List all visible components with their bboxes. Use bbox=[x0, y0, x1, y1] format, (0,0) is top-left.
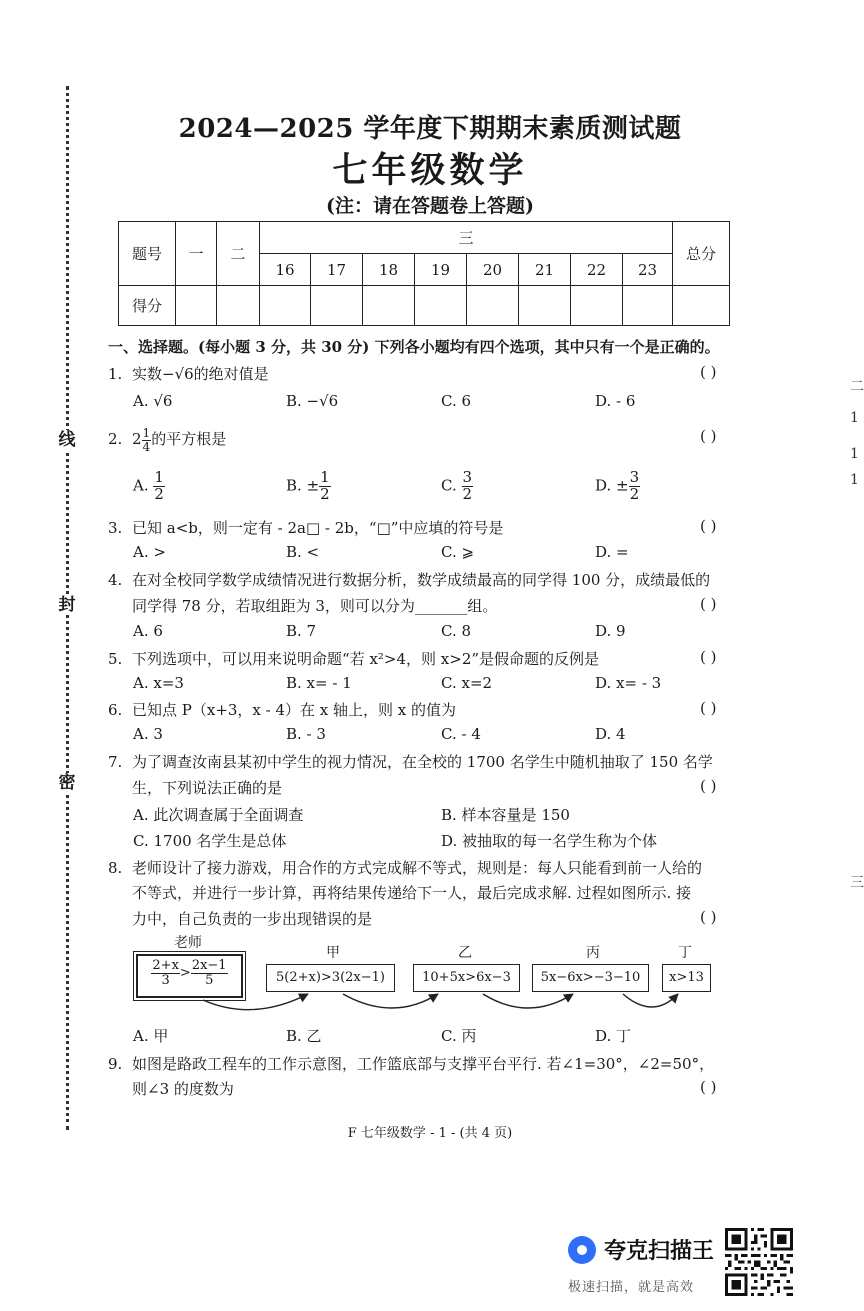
question-1 bbox=[108, 363, 269, 384]
inequality-sign: > bbox=[179, 965, 191, 981]
section-1-title: 一、选择题。(每小题 3 分，共 30 分) 下列各小题均有四个选项，其中只有一个是正确的。 bbox=[108, 338, 720, 356]
question-number: 3. bbox=[108, 519, 123, 537]
question-7 bbox=[108, 751, 713, 772]
relay-label-teacher: 老师 bbox=[174, 935, 202, 951]
option-fraction bbox=[629, 470, 641, 503]
score-cell bbox=[519, 286, 571, 326]
question-9-line-2: 则∠3 的度数为 bbox=[132, 1080, 234, 1098]
relay-label-yi: 乙 bbox=[458, 945, 472, 961]
question-2 bbox=[108, 427, 226, 453]
question-5 bbox=[108, 648, 599, 669]
question-text: 老师设计了接力游戏，用合作的方式完成解不等式，规则是：每人只能看到前一人给的 bbox=[132, 859, 703, 877]
question-4 bbox=[108, 569, 710, 590]
option-d bbox=[595, 470, 640, 503]
fraction-numerator: 3 bbox=[462, 468, 473, 486]
score-cell bbox=[415, 286, 467, 326]
subject-title: 七年级数学 bbox=[332, 150, 528, 191]
option-a: A. 此次调查属于全面调查 bbox=[133, 806, 304, 824]
score-table bbox=[118, 221, 730, 326]
fraction-numerator: 1 bbox=[142, 426, 151, 440]
option-a bbox=[133, 470, 165, 503]
relay-label-bing: 丙 bbox=[586, 945, 600, 961]
option-d: D. = bbox=[595, 543, 629, 561]
question-number: 4. bbox=[108, 571, 123, 589]
option-d: D. 丁 bbox=[595, 1027, 632, 1045]
mixed-number-fraction bbox=[142, 427, 152, 453]
option-b: B. −√6 bbox=[286, 392, 339, 410]
relay-box-bing: 5x−6x>−3−10 bbox=[532, 964, 649, 992]
score-q-number: 16 bbox=[260, 254, 311, 286]
option-fraction bbox=[319, 470, 331, 503]
score-cell bbox=[217, 286, 260, 326]
score-q-number: 19 bbox=[415, 254, 467, 286]
question-6 bbox=[108, 699, 456, 720]
binding-mark-line: 线 bbox=[58, 430, 76, 450]
option-label: D. bbox=[595, 476, 612, 495]
option-c: C. x=2 bbox=[441, 674, 493, 692]
option-d: D. 9 bbox=[595, 622, 626, 640]
answer-parentheses: ( ) bbox=[700, 648, 717, 666]
edge-char: 三 bbox=[850, 875, 864, 891]
question-4-line-2: 同学得 78 分，若取组距为 3，则可以分为_______组。 bbox=[132, 597, 498, 615]
question-text: 下列选项中，可以用来说明命题“若 x²>4，则 x>2”是假命题的反例是 bbox=[132, 650, 600, 668]
question-text: 如图是路政工程车的工作示意图，工作篮底部与支撑平台平行. 若∠1=30°，∠2=50°， bbox=[132, 1055, 715, 1073]
answer-parentheses: ( ) bbox=[700, 908, 717, 926]
question-text: 已知点 P（x+3，x - 4）在 x 轴上，则 x 的值为 bbox=[132, 701, 457, 719]
question-7-line-2: 生，下列说法正确的是 bbox=[132, 779, 283, 797]
fraction-denominator: 2 bbox=[462, 484, 473, 503]
option-c: C. 丙 bbox=[441, 1027, 477, 1045]
option-a: A. 甲 bbox=[133, 1027, 169, 1045]
option-b: B. 乙 bbox=[286, 1027, 322, 1045]
option-a: A. x=3 bbox=[133, 674, 184, 692]
score-cell bbox=[311, 286, 363, 326]
option-c: C. 1700 名学生是总体 bbox=[133, 832, 287, 850]
score-row-label: 得分 bbox=[119, 286, 176, 326]
question-9 bbox=[108, 1053, 714, 1074]
question-number: 9. bbox=[108, 1055, 123, 1073]
option-b bbox=[286, 470, 331, 503]
relay-box-yi: 10+5x>6x−3 bbox=[413, 964, 520, 992]
quark-logo-icon bbox=[568, 1236, 596, 1264]
relay-box-jia: 5(2+x)>3(2x−1) bbox=[266, 964, 395, 992]
option-label: C. bbox=[441, 476, 457, 495]
question-text: 已知 a<b，则一定有 - 2a□ - 2b，“□”中应填的符号是 bbox=[132, 519, 504, 537]
option-b: B. - 3 bbox=[286, 725, 326, 743]
question-text: 为了调查汝南县某初中学生的视力情况，在全校的 1700 名学生中随机抽取了 150 名学 bbox=[132, 753, 713, 771]
edge-char: 二 bbox=[850, 379, 864, 395]
option-d: D. x= - 3 bbox=[595, 674, 662, 692]
score-cell bbox=[673, 286, 730, 326]
question-number: 2. bbox=[108, 430, 123, 449]
option-d: D. 4 bbox=[595, 725, 626, 743]
fraction-denominator: 3 bbox=[161, 972, 170, 988]
fraction-denominator: 2 bbox=[154, 484, 164, 503]
relay-box-ding: x>13 bbox=[662, 964, 711, 992]
question-number: 6. bbox=[108, 701, 123, 719]
fraction-denominator: 5 bbox=[205, 972, 214, 988]
question-text: 在对全校同学数学成绩情况进行数据分析，数学成绩最高的同学得 100 分，成绩最低的 bbox=[132, 571, 711, 589]
option-b: B. 7 bbox=[286, 622, 317, 640]
fraction-denominator: 4 bbox=[142, 439, 151, 454]
exam-title: 2024—2025 学年度下期期末素质测试题 bbox=[178, 114, 682, 144]
answer-parentheses: ( ) bbox=[700, 427, 717, 445]
edge-char: 1 bbox=[850, 446, 859, 462]
question-number: 7. bbox=[108, 753, 123, 771]
question-number: 5. bbox=[108, 650, 123, 668]
question-number: 8. bbox=[108, 859, 123, 877]
question-8-line-3: 力中，自己负责的一步出现错误的是 bbox=[132, 910, 373, 928]
option-c: C. ⩾ bbox=[441, 543, 475, 561]
edge-char: 1 bbox=[850, 472, 859, 488]
relay-label-ding: 丁 bbox=[678, 945, 692, 961]
option-b: B. < bbox=[286, 543, 320, 561]
option-a: A. √6 bbox=[133, 392, 173, 410]
score-section-1: 一 bbox=[176, 222, 217, 286]
option-b: B. x= - 1 bbox=[286, 674, 352, 692]
relay-label-jia: 甲 bbox=[326, 945, 340, 961]
mixed-number-whole: 2 bbox=[132, 430, 142, 449]
question-3 bbox=[108, 517, 503, 538]
answer-parentheses: ( ) bbox=[700, 777, 717, 795]
fraction-numerator: 1 bbox=[320, 468, 330, 486]
fraction-numerator: 2x−1 bbox=[191, 958, 227, 973]
option-fraction bbox=[153, 470, 165, 503]
relay-diagram bbox=[133, 932, 733, 1022]
question-text: 实数−√6的绝对值是 bbox=[132, 365, 269, 383]
fraction-numerator: 3 bbox=[629, 468, 640, 486]
option-c: C. 8 bbox=[441, 622, 472, 640]
binding-mark-seal: 封 bbox=[58, 595, 76, 615]
answer-parentheses: ( ) bbox=[700, 699, 717, 717]
question-8-line-2: 不等式，并进行一步计算，再将结果传递给下一人，最后完成求解. 过程如图所示. 接 bbox=[132, 884, 692, 902]
option-fraction bbox=[462, 470, 474, 503]
page-footer: F 七年级数学 - 1 - (共 4 页) bbox=[347, 1126, 513, 1141]
option-c bbox=[441, 470, 473, 503]
answer-parentheses: ( ) bbox=[700, 1078, 717, 1096]
exam-note: (注：请在答题卷上答题) bbox=[326, 195, 534, 217]
option-c: C. - 4 bbox=[441, 725, 481, 743]
score-total: 总分 bbox=[673, 222, 730, 286]
relay-arrows bbox=[133, 932, 733, 1022]
option-b: B. 样本容量是 150 bbox=[441, 806, 570, 824]
score-q-number: 21 bbox=[519, 254, 571, 286]
option-d: D. - 6 bbox=[595, 392, 636, 410]
score-cell bbox=[260, 286, 311, 326]
binding-mark-secret: 密 bbox=[58, 773, 76, 793]
score-cell bbox=[176, 286, 217, 326]
score-q-number: 23 bbox=[623, 254, 673, 286]
option-prefix: ± bbox=[616, 476, 629, 495]
score-section-2: 二 bbox=[217, 222, 260, 286]
score-q-number: 18 bbox=[363, 254, 415, 286]
fraction-numerator: 1 bbox=[154, 468, 164, 486]
option-a: A. 6 bbox=[133, 622, 163, 640]
answer-parentheses: ( ) bbox=[700, 595, 717, 613]
question-8 bbox=[108, 857, 702, 878]
option-label: A. bbox=[133, 476, 149, 495]
fraction-denominator: 2 bbox=[629, 484, 640, 503]
option-a: A. > bbox=[133, 543, 166, 561]
option-prefix: ± bbox=[306, 476, 320, 495]
score-q-number: 22 bbox=[571, 254, 623, 286]
qr-code-icon bbox=[725, 1228, 793, 1296]
answer-parentheses: ( ) bbox=[700, 363, 717, 381]
score-q-number: 17 bbox=[311, 254, 363, 286]
score-cell bbox=[363, 286, 415, 326]
score-cell bbox=[467, 286, 519, 326]
question-text: 的平方根是 bbox=[151, 430, 227, 449]
question-number: 1. bbox=[108, 365, 123, 383]
option-label: B. bbox=[286, 476, 302, 495]
score-q-number: 20 bbox=[467, 254, 519, 286]
brand-slogan: 极速扫描，就是高效 bbox=[568, 1280, 695, 1295]
edge-char: 1 bbox=[850, 410, 859, 426]
option-c: C. 6 bbox=[441, 392, 472, 410]
answer-parentheses: ( ) bbox=[700, 517, 717, 535]
score-table-header: 题号 bbox=[119, 222, 176, 286]
score-cell bbox=[571, 286, 623, 326]
option-a: A. 3 bbox=[133, 725, 163, 743]
score-cell bbox=[623, 286, 673, 326]
fraction-numerator: 2+x bbox=[152, 958, 179, 973]
brand-name: 夸克扫描王 bbox=[604, 1239, 715, 1264]
score-section-3: 三 bbox=[260, 222, 673, 254]
option-d: D. 被抽取的每一名学生称为个体 bbox=[441, 832, 658, 850]
fraction-denominator: 2 bbox=[320, 484, 330, 503]
